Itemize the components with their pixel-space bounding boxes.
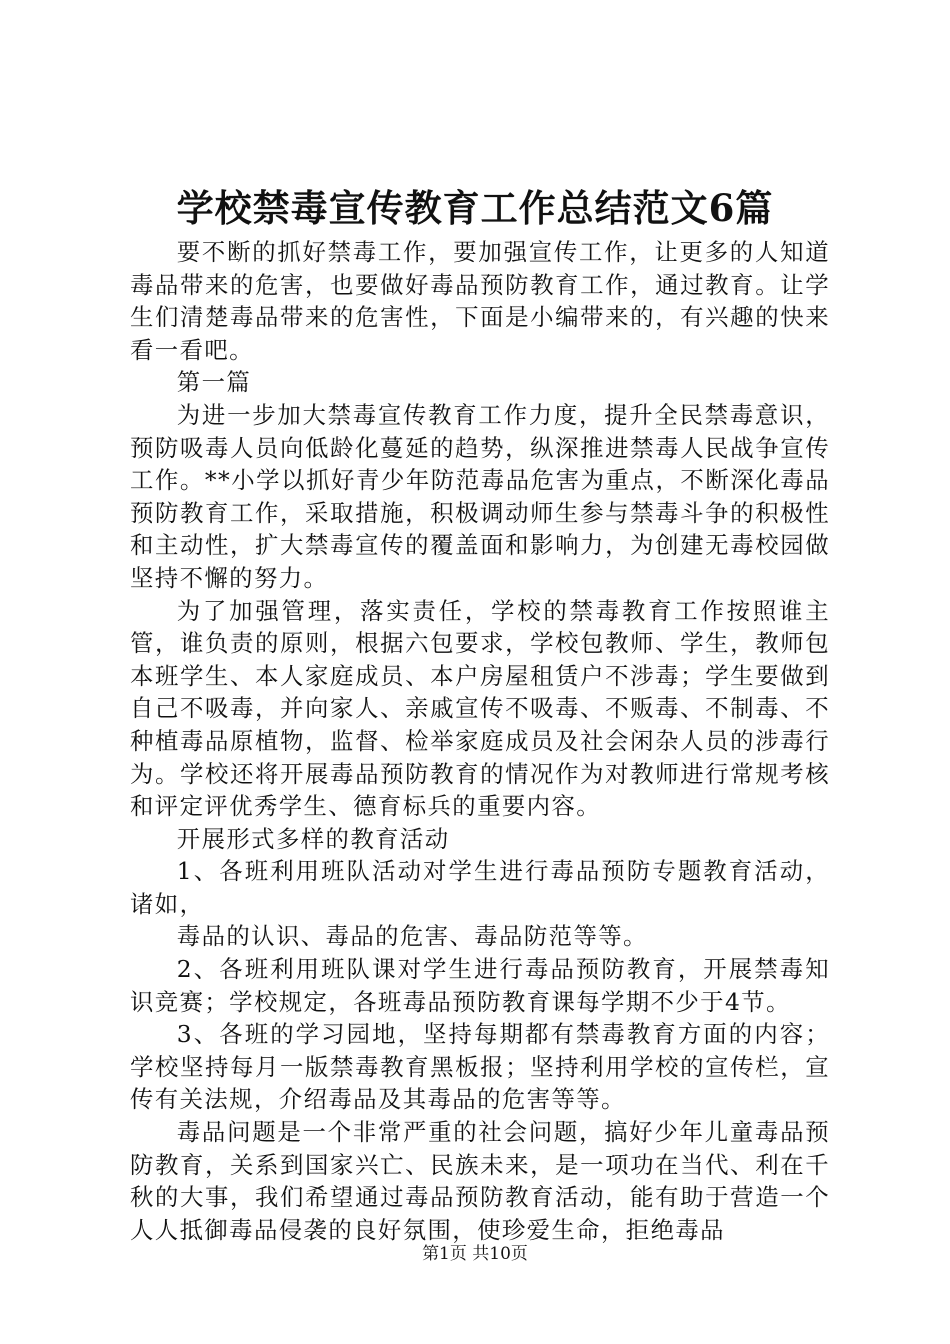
- list-item: 1、各班利用班队活动对学生进行毒品预防专题教育活动，诸如，: [130, 857, 830, 918]
- subheading: 开展形式多样的教育活动: [176, 824, 450, 853]
- paragraph-intro: 要不断的抓好禁毒工作，要加强宣传工作，让更多的人知道毒品带来的危害，也要做好毒品预防教育工作，通过教育。让学生们清楚毒品带来的危害性，下面是小编带来的，有兴趣的快来看一看吧。: [130, 238, 830, 364]
- paragraph: 为了加强管理，落实责任，学校的禁毒教育工作按照谁主管，谁负责的原则，根据六包要求，学校包教师、学生，教师包本班学生、本人家庭成员、本户房屋租赁户不涉毒；学生要做到自己不吸毒，并向家人、亲戚宣传不吸毒、不贩毒、不制毒、不种植毒品原植物，监督、检举家庭成员及社会闲杂人员的涉毒行为。学校还将开展毒品预防教育的情况作为对教师进行常规考核和评定评优秀学生、德育标兵的重要内容。: [130, 596, 830, 821]
- paragraph: 为进一步加大禁毒宣传教育工作力度，提升全民禁毒意识，预防吸毒人员向低龄化蔓延的趋势，纵深推进禁毒人民战争宣传工作。**小学以抓好青少年防范毒品危害为重点，不断深化毒品预防教育工作，采取措施，积极调动师生参与禁毒斗争的积极性和主动性，扩大禁毒宣传的覆盖面和影响力，为创建无毒校园做坚持不懈的努力。: [130, 400, 830, 592]
- section-heading: 第一篇: [176, 368, 252, 397]
- list-item: 3、各班的学习园地，坚持每期都有禁毒教育方面的内容；学校坚持每月一版禁毒教育黑板报；坚持利用学校的宣传栏，宣传有关法规，介绍毒品及其毒品的危害等等。: [130, 1020, 830, 1114]
- paragraph: 毒品问题是一个非常严重的社会问题，搞好少年儿童毒品预防教育，关系到国家兴亡、民族未来，是一项功在当代、利在千秋的大事，我们希望通过毒品预防教育活动，能有助于营造一个人人抵御毒品侵袭的良好氛围，使珍爱生命，拒绝毒品: [130, 1118, 830, 1244]
- document-body: [130, 236, 830, 1246]
- document-title: 学校禁毒宣传教育工作总结范文6篇: [176, 186, 774, 230]
- paragraph: 毒品的认识、毒品的危害、毒品防范等等。: [176, 922, 648, 951]
- page-footer: 第1页 共10页: [422, 1244, 528, 1264]
- list-item: 2、各班利用班队课对学生进行毒品预防教育，开展禁毒知识竞赛；学校规定，各班毒品预防教育课每学期不少于4节。: [130, 955, 830, 1016]
